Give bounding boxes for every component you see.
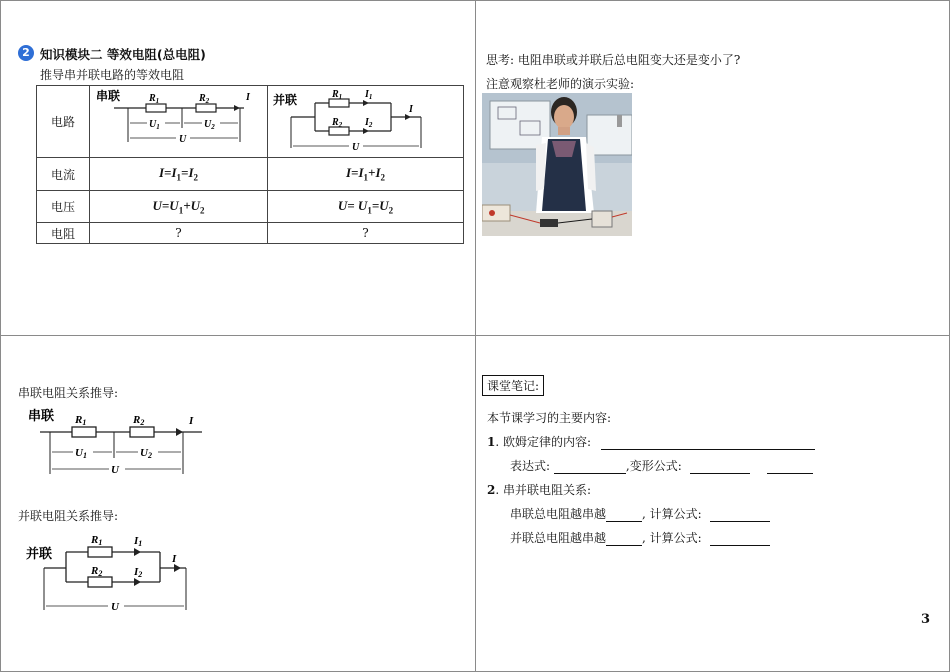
svg-text:I: I bbox=[408, 104, 413, 115]
row-label-current: 电流 bbox=[37, 158, 90, 191]
variant-formula-blank-2[interactable] bbox=[767, 461, 813, 474]
page-number: 3 bbox=[921, 612, 931, 627]
series-circuit-cell bbox=[90, 86, 268, 158]
series-resistance-cell: ? bbox=[90, 223, 268, 244]
demo-photo bbox=[482, 93, 632, 236]
parallel-current-formula: $I=I_1+I_2$ bbox=[268, 158, 464, 191]
svg-text:R2: R2 bbox=[133, 414, 145, 427]
parallel-resistance-cell: ? bbox=[268, 223, 464, 244]
module-subtitle: 推导串并联电路的等效电阻 bbox=[40, 68, 185, 82]
class-notes-label: 课堂笔记: bbox=[482, 375, 544, 396]
ohm-law-answer-blank[interactable] bbox=[601, 437, 815, 450]
series-current-formula: $I=I_1=I_2$ bbox=[90, 158, 268, 191]
expression-blank[interactable] bbox=[554, 461, 626, 474]
parallel-formula-blank[interactable] bbox=[710, 533, 770, 546]
svg-text:U: U bbox=[351, 142, 359, 153]
parallel-circuit-cell bbox=[268, 86, 464, 158]
horizontal-divider bbox=[0, 335, 950, 336]
svg-text:R2: $R_2$ bbox=[331, 117, 342, 129]
svg-text:I: I bbox=[172, 553, 177, 565]
observe-prompt: 注意观察杜老师的演示实验: bbox=[486, 77, 635, 91]
svg-text:R1: R1 bbox=[75, 414, 87, 427]
comparison-table bbox=[36, 85, 464, 244]
module-number-badge: 2 bbox=[18, 45, 34, 61]
notes-intro: 本节课学习的主要内容: bbox=[487, 411, 612, 425]
resistor-r1 bbox=[146, 104, 166, 112]
series-label: 串联 bbox=[95, 89, 120, 103]
series-derivation-diagram bbox=[26, 406, 211, 478]
resistor-r2 bbox=[196, 104, 216, 112]
series-derivation-heading: 串联电阻关系推导: bbox=[18, 386, 119, 400]
svg-text:I1: $I_1$ bbox=[364, 89, 372, 101]
svg-text:I2: I2 bbox=[134, 566, 143, 579]
series-derivation-label: 串联 bbox=[28, 408, 55, 423]
svg-text:R2: $R_2$ bbox=[198, 93, 209, 105]
svg-text:U: U bbox=[111, 601, 119, 613]
svg-text:R1: $R_1$ bbox=[331, 89, 342, 101]
svg-text:U1: U1 bbox=[75, 447, 87, 460]
series-trend-blank[interactable] bbox=[606, 509, 642, 522]
notes-series-line: 串联总电阻越串越 , 计算公式: bbox=[510, 505, 770, 522]
parallel-derivation-label: 并联 bbox=[26, 546, 53, 561]
row-label-circuit: 电路 bbox=[37, 86, 90, 158]
svg-text:I: I bbox=[189, 415, 194, 427]
parallel-voltage-formula: $U= U_1=U_2$ bbox=[268, 191, 464, 223]
svg-text:I1: I1 bbox=[134, 535, 143, 548]
vertical-divider bbox=[475, 0, 476, 672]
svg-text:R1: $R_1$ bbox=[148, 93, 159, 105]
teacher-demo-image bbox=[482, 93, 632, 236]
think-question: 思考: 电阻串联或并联后总电阻变大还是变小了? bbox=[486, 53, 741, 67]
notes-item-1: 1. 欧姆定律的内容: bbox=[487, 433, 815, 450]
series-circuit-diagram bbox=[94, 86, 264, 154]
notes-expression-line: 表达式: ,变形公式: bbox=[510, 457, 813, 474]
svg-text:I: I bbox=[245, 92, 250, 103]
parallel-label: 并联 bbox=[272, 93, 297, 107]
svg-text:R2: R2 bbox=[91, 565, 103, 578]
parallel-derivation-heading: 并联电阻关系推导: bbox=[18, 509, 119, 523]
row-label-resistance: 电阻 bbox=[37, 223, 90, 244]
svg-text:U: U bbox=[178, 134, 186, 145]
svg-text:U2: U2 bbox=[140, 447, 152, 460]
series-voltage-formula: $U=U_1+U_2$ bbox=[90, 191, 268, 223]
svg-text:R1: R1 bbox=[91, 534, 103, 547]
svg-text:U: U bbox=[111, 464, 119, 476]
variant-formula-blank-1[interactable] bbox=[690, 461, 750, 474]
svg-text:I2: $I_2$ bbox=[364, 117, 372, 129]
notes-parallel-line: 并联总电阻越串越 , 计算公式: bbox=[510, 529, 770, 546]
parallel-derivation-diagram bbox=[24, 530, 204, 614]
parallel-trend-blank[interactable] bbox=[606, 533, 642, 546]
notes-item-2: 2. 串并联电阻关系: bbox=[487, 483, 592, 497]
series-formula-blank[interactable] bbox=[710, 509, 770, 522]
row-label-voltage: 电压 bbox=[37, 191, 90, 223]
parallel-circuit-diagram bbox=[271, 86, 461, 154]
module-title: 知识模块二 等效电阻(总电阻) bbox=[40, 47, 206, 62]
svg-text:U2: $U_2$ bbox=[203, 119, 215, 131]
svg-text:U1: $U_1$ bbox=[148, 119, 160, 131]
